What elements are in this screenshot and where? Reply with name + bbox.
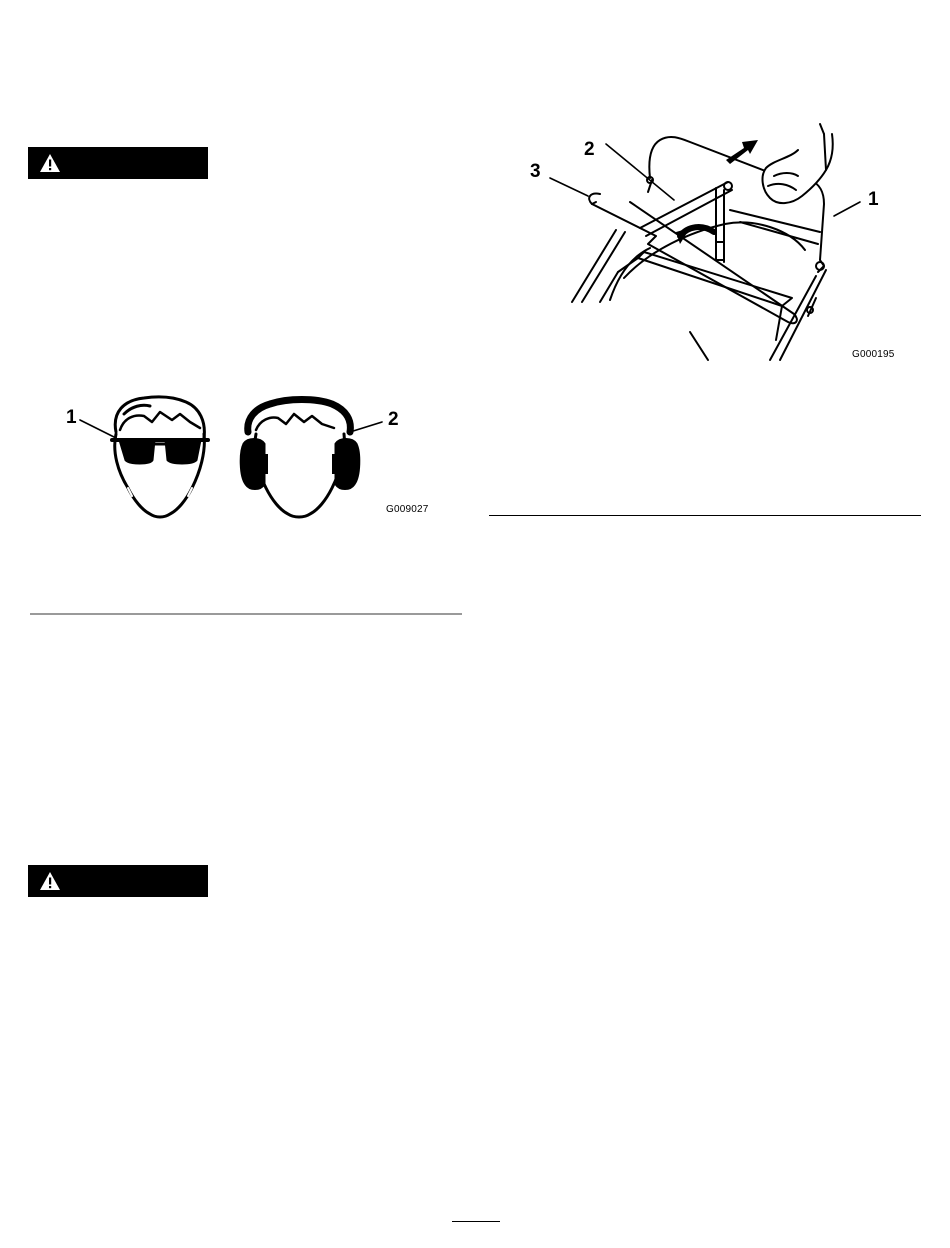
figure-code: G000195 [852,349,895,360]
handle-bar-illustration [520,120,920,370]
ppe-faces [60,392,440,527]
section-divider-left [30,613,462,615]
callout-label: 2 [584,139,595,160]
warning-banner-top [28,147,208,179]
warning-triangle-icon [39,153,61,173]
safety-glasses-face-icon [112,397,208,517]
callout-label: 1 [66,407,77,428]
warning-banner-bottom [28,865,208,897]
ppe-figure [60,392,440,527]
warning-triangle-icon [39,871,61,891]
callout-label: 3 [530,161,541,182]
hearing-protection-face-icon [241,400,359,518]
figure-code: G009027 [386,504,429,515]
callout-label: 1 [868,189,879,210]
callout-label: 2 [388,409,399,430]
handle-figure [520,120,920,370]
section-divider-right [489,515,921,516]
page-footer-line [452,1221,500,1222]
